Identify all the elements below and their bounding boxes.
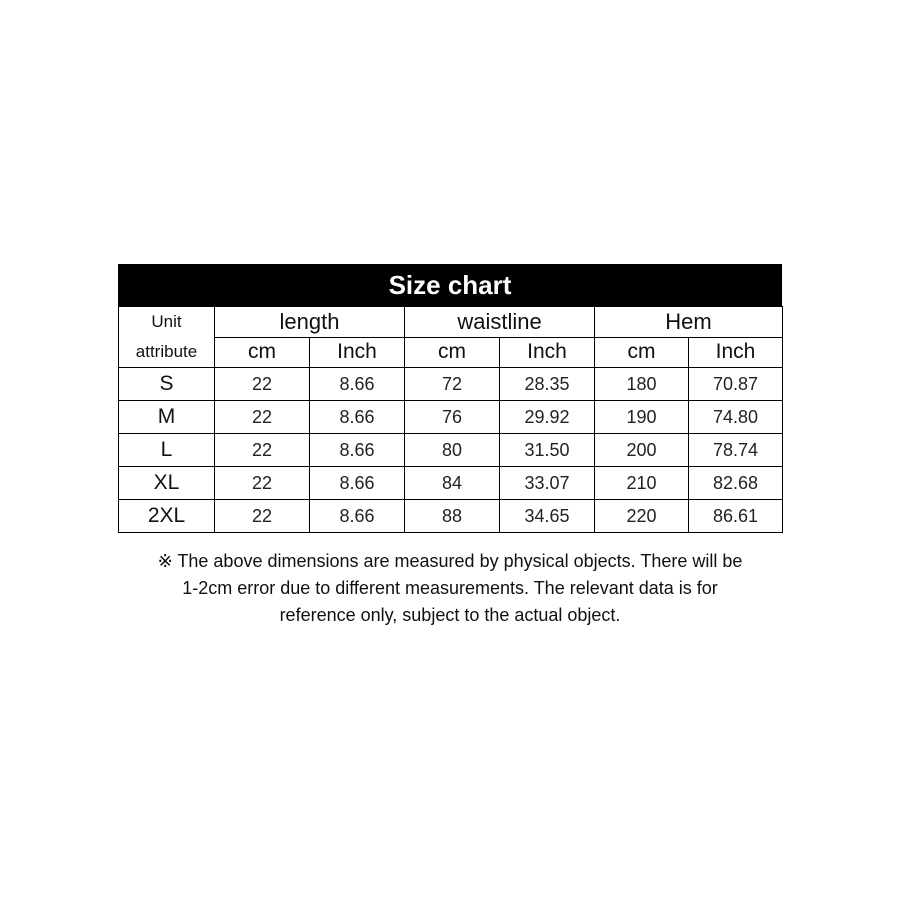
table-cell: 86.61 bbox=[689, 500, 783, 533]
table-cell: 34.65 bbox=[500, 500, 595, 533]
table-cell: 33.07 bbox=[500, 467, 595, 500]
unit-header-inch: Inch bbox=[689, 337, 783, 368]
table-cell: 22 bbox=[215, 500, 310, 533]
size-chart-title: Size chart bbox=[118, 264, 782, 306]
table-cell: 70.87 bbox=[689, 368, 783, 401]
table-cell: 84 bbox=[405, 467, 500, 500]
table-cell: 80 bbox=[405, 434, 500, 467]
table-cell: 220 bbox=[595, 500, 689, 533]
unit-attribute-cell bbox=[119, 307, 215, 368]
table-cell: 82.68 bbox=[689, 467, 783, 500]
group-header-hem: Hem bbox=[595, 307, 783, 338]
table-cell: 8.66 bbox=[310, 500, 405, 533]
table-cell: 78.74 bbox=[689, 434, 783, 467]
note-line: 1-2cm error due to different measurements. The relevant data is for bbox=[182, 578, 718, 598]
size-label: M bbox=[119, 401, 215, 434]
table-cell: 22 bbox=[215, 467, 310, 500]
table-cell: 74.80 bbox=[689, 401, 783, 434]
table-cell: 22 bbox=[215, 434, 310, 467]
table-cell: 88 bbox=[405, 500, 500, 533]
unit-header-cm: cm bbox=[215, 337, 310, 368]
group-header-length: length bbox=[215, 307, 405, 338]
table-row bbox=[119, 500, 783, 533]
table-row bbox=[119, 467, 783, 500]
table-cell: 76 bbox=[405, 401, 500, 434]
table-cell: 8.66 bbox=[310, 401, 405, 434]
unit-header-cm: cm bbox=[595, 337, 689, 368]
unit-header-inch: Inch bbox=[310, 337, 405, 368]
size-label: S bbox=[119, 368, 215, 401]
header-row-groups bbox=[119, 307, 783, 338]
size-label: 2XL bbox=[119, 500, 215, 533]
size-table bbox=[118, 306, 783, 533]
table-cell: 22 bbox=[215, 401, 310, 434]
table-row bbox=[119, 368, 783, 401]
unit-header-inch: Inch bbox=[500, 337, 595, 368]
table-row bbox=[119, 401, 783, 434]
note-line: ※ The above dimensions are measured by physical objects. There will be bbox=[157, 551, 743, 571]
table-cell: 190 bbox=[595, 401, 689, 434]
table-cell: 8.66 bbox=[310, 467, 405, 500]
table-cell: 8.66 bbox=[310, 434, 405, 467]
size-label: XL bbox=[119, 467, 215, 500]
table-cell: 28.35 bbox=[500, 368, 595, 401]
measurement-note bbox=[110, 548, 790, 629]
size-label: L bbox=[119, 434, 215, 467]
table-cell: 8.66 bbox=[310, 368, 405, 401]
unit-label: Unit bbox=[151, 312, 182, 331]
header-row-units bbox=[119, 337, 783, 368]
table-cell: 72 bbox=[405, 368, 500, 401]
table-cell: 200 bbox=[595, 434, 689, 467]
table-cell: 210 bbox=[595, 467, 689, 500]
size-chart bbox=[118, 264, 782, 533]
table-cell: 29.92 bbox=[500, 401, 595, 434]
table-cell: 22 bbox=[215, 368, 310, 401]
note-line: reference only, subject to the actual object. bbox=[279, 605, 621, 625]
table-cell: 31.50 bbox=[500, 434, 595, 467]
unit-header-cm: cm bbox=[405, 337, 500, 368]
attribute-label: attribute bbox=[135, 342, 198, 361]
group-header-waistline: waistline bbox=[405, 307, 595, 338]
table-row bbox=[119, 434, 783, 467]
table-cell: 180 bbox=[595, 368, 689, 401]
